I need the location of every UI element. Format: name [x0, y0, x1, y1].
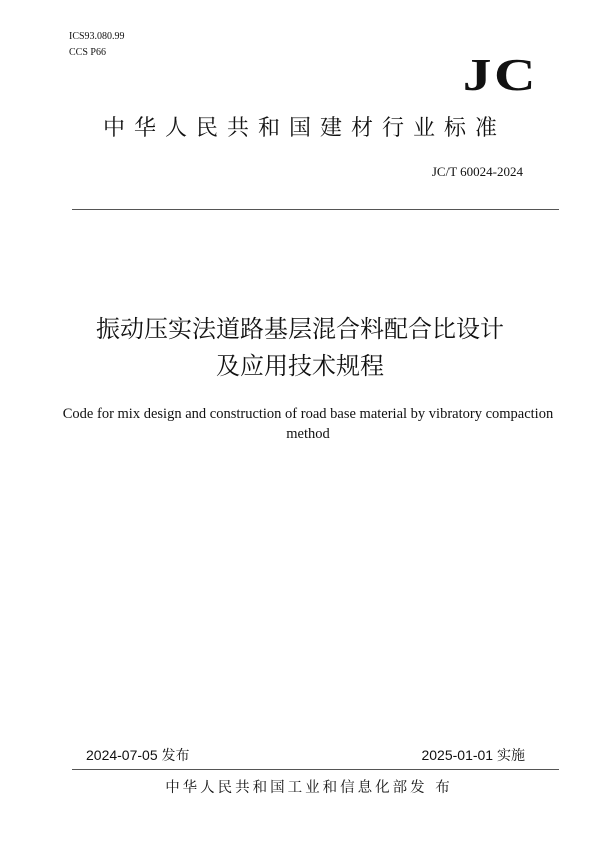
chinese-title-line-2: 及应用技术规程	[216, 352, 384, 380]
industry-standard-title: 中华人民共和国建材行业标准	[102, 116, 506, 141]
ics-code: ICS93.080.99	[69, 31, 125, 42]
english-title-line-2: method	[286, 426, 330, 442]
standard-number: JC/T 60024-2024	[431, 164, 523, 179]
english-title-line-1: Code for mix design and construction of road base material by vibratory compaction	[62, 406, 554, 422]
publisher: 中华人民共和国工业和信息化部发 布	[165, 780, 453, 796]
top-divider	[72, 209, 559, 210]
bottom-divider	[72, 769, 559, 770]
implementation-date: 2025-01-01 实施	[421, 747, 525, 763]
ccs-code: CCS P66	[69, 47, 106, 58]
chinese-title-line-1: 振动压实法道路基层混合料配合比设计	[96, 315, 504, 343]
issue-date: 2024-07-05 发布	[86, 747, 190, 763]
jc-logo: JC	[462, 49, 538, 100]
